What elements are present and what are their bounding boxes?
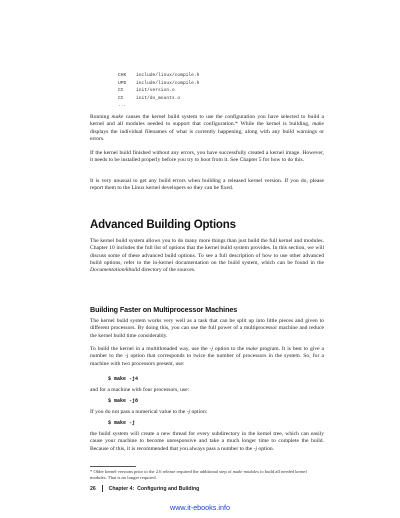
paragraph-multiprocessor: The kernel build system works very well as a task that can be split up into little pieces and given to different processors. By doing this, you can use the full power of a multiprocessor machine and reduce the kernel build time considerably. — [90, 318, 324, 339]
build-output-code — [118, 72, 199, 110]
section-heading: Advanced Building Options — [90, 219, 236, 231]
command-make-j8: $ make -j8 — [108, 398, 139, 404]
paragraph-four-processors: and for a machine with four processors, use: — [90, 387, 190, 393]
chapter-title: Chapter 4: Configuring and Building — [108, 485, 200, 492]
code-line: CC init/version.o — [118, 88, 175, 94]
paragraph-build-finished: If the kernel build finished without any errors, you have successfully created a kernel image. However, it needs to be installed properly before you try to boot from it. See Chapter 5 for how to do this. — [90, 150, 324, 164]
code-line: ... — [118, 103, 127, 109]
paragraph-running-make: Running make causes the kernel build system to use the configuration you have selected to build a kernel and all modules needed to support that configuration.* While the kernel is building, make displays the individual filenames of what is currently happening, along with any build warnings or errors. — [90, 114, 324, 142]
footnote: * Older kernel versions prior to the 2.6 release required the additional step of make modules to build all needed kernel modules. That is no longer required. — [90, 469, 307, 481]
page-number: 26 — [90, 485, 96, 492]
paragraph-j-option: To build the kernel in a multithreaded way, use the -j option to the make program. It is best to give a number to the -j option that corresponds to twice the number of processors in the system. So, for a machine with two processors present, use: — [90, 346, 325, 367]
paragraph-build-errors: It is very unusual to get any build errors when building a released kernel version. If you do, please report them to the Linux kernel developers so they can be fixed. — [90, 178, 324, 192]
footnote-rule — [90, 466, 136, 467]
watermark-link[interactable]: www.it-ebooks.info — [170, 503, 230, 512]
paragraph-thread-warning: the build system will create a new thread for every subdirectory in the kernel tree, which can easily cause your machine to become unresponsive and take a much longer time to complete the build. Because of this, it is recommended that you always pass a number to the -j option. — [90, 431, 324, 452]
command-make-j4: $ make -j4 — [108, 376, 139, 382]
page-footer — [90, 485, 199, 492]
paragraph-advanced-options: The kernel build system allows you to do many more things than just build the full kernel and modules. Chapter 10 includes the full list of options that the kernel build system provides. In this section, we will discuss some of these advanced build options. To see a full description of how to use other advanced build options, refer to the in-kernel documentation on the build system, which can be found in the Documentation/kbuild directory of the sources. — [90, 238, 324, 274]
code-line: CHK include/linux/compile.h — [118, 73, 200, 78]
command-make-j: $ make -j — [108, 420, 136, 426]
paragraph-no-numeric: If you do not pass a numerical value to the -j option: — [90, 409, 208, 415]
footer-separator — [102, 485, 103, 492]
subsection-heading: Building Faster on Multiprocessor Machines — [90, 305, 238, 314]
code-line: UPD include/linux/compile.h — [118, 80, 200, 86]
code-line: CC init/do_mounts.o — [118, 95, 181, 101]
